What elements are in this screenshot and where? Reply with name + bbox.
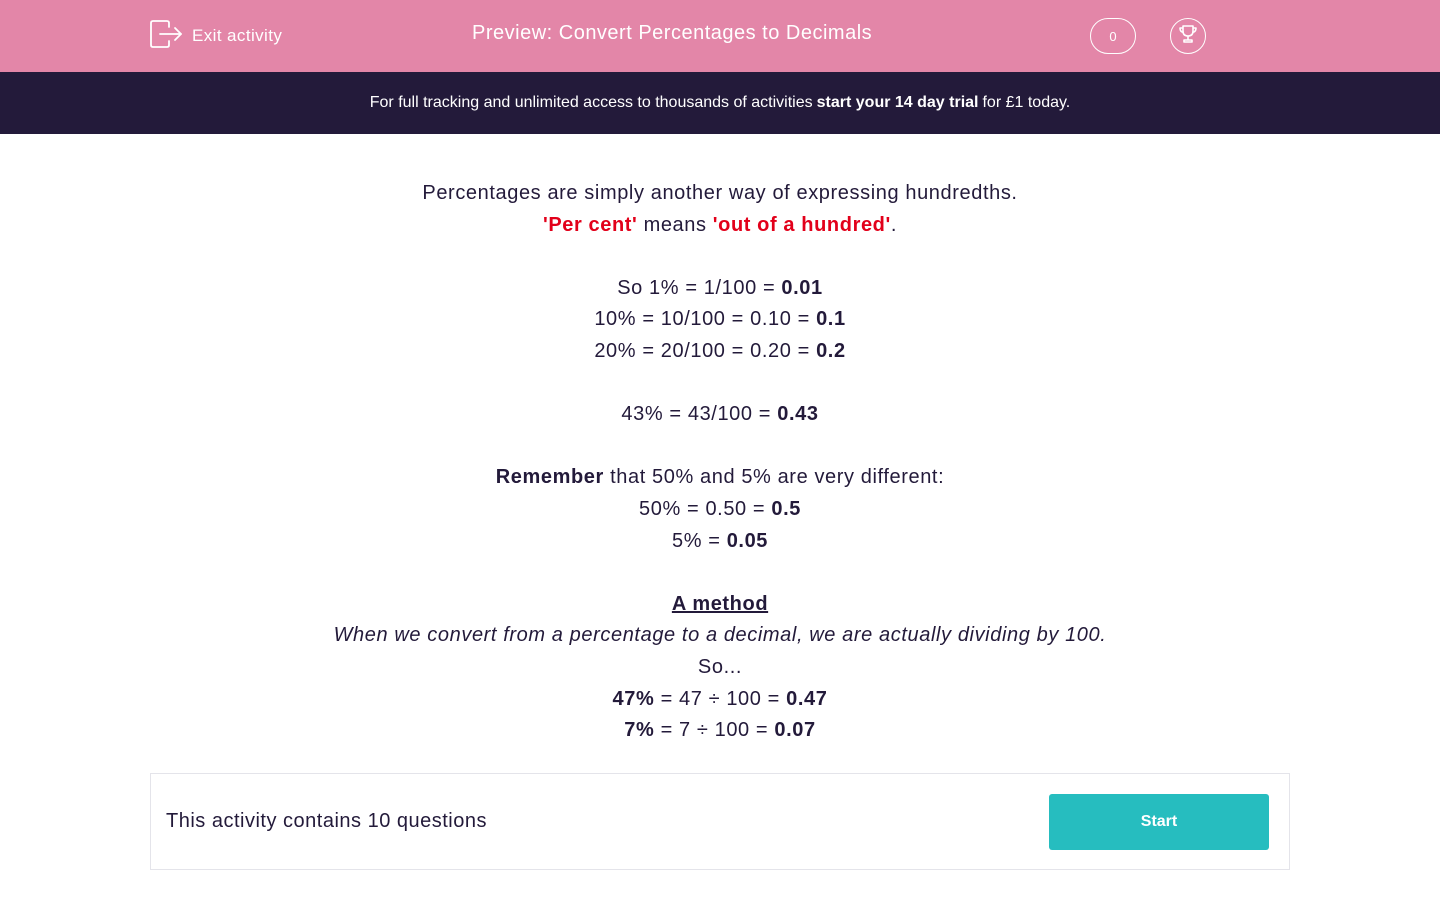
- method-example-text: = 47 ÷ 100 =: [660, 687, 780, 710]
- method-example-text: = 7 ÷ 100 =: [660, 719, 769, 742]
- per-cent-line: [0, 210, 1440, 242]
- example-answer: 0.1: [816, 308, 846, 331]
- method-example-line: [0, 715, 1440, 747]
- activity-start-card: [150, 773, 1290, 870]
- method-heading: A method: [671, 592, 769, 615]
- method-example-answer: 0.07: [774, 719, 816, 742]
- period: .: [890, 213, 898, 236]
- trophy-icon: [1176, 22, 1200, 51]
- exit-icon: [149, 19, 183, 54]
- method-example-answer: 0.47: [786, 687, 828, 710]
- trial-banner: [0, 72, 1440, 134]
- trial-link[interactable]: start your 14 day trial: [816, 94, 979, 111]
- method-example-line: [0, 684, 1440, 716]
- example-answer: 0.01: [781, 276, 823, 299]
- example-text: 5% =: [671, 529, 721, 552]
- page-title: Preview: Convert Percentages to Decimals: [472, 22, 873, 44]
- method-heading-line: [0, 589, 1440, 621]
- example-text: 10% = 10/100 = 0.10 =: [594, 308, 810, 331]
- example-line: [0, 273, 1440, 305]
- lesson-content: [0, 178, 1440, 747]
- method-text-line: [0, 620, 1440, 652]
- so-text: So...: [697, 655, 743, 678]
- exit-activity-label: Exit activity: [192, 26, 283, 45]
- example-text: 20% = 20/100 = 0.20 =: [594, 339, 810, 362]
- score-badge: 0: [1090, 18, 1136, 54]
- example-text: 50% = 0.50 =: [639, 497, 766, 520]
- question-count: This activity contains 10 questions: [166, 810, 487, 832]
- method-text: When we convert from a percentage to a decimal, we are actually dividing by 100.: [333, 624, 1107, 647]
- example-line: [0, 526, 1440, 558]
- intro-line: [0, 178, 1440, 210]
- example-line: [0, 494, 1440, 526]
- so-line: [0, 652, 1440, 684]
- per-cent-term: 'Per cent': [542, 213, 638, 236]
- method-example-percent: 7%: [624, 719, 655, 742]
- exit-activity-button[interactable]: [149, 20, 282, 52]
- trophy-button[interactable]: [1170, 18, 1206, 54]
- example-answer: 0.43: [777, 403, 819, 426]
- start-button[interactable]: Start: [1049, 794, 1269, 850]
- remember-label: Remember: [495, 466, 604, 489]
- remember-line: [0, 462, 1440, 494]
- example-answer: 0.5: [771, 497, 801, 520]
- means-text: means: [643, 213, 707, 236]
- example-line: [0, 304, 1440, 336]
- example-text: 43% = 43/100 =: [621, 403, 772, 426]
- remember-text: that 50% and 5% are very different:: [610, 466, 945, 489]
- banner-text: For full tracking and unlimited access to thousands of activities: [369, 94, 813, 111]
- example-line: [0, 399, 1440, 431]
- top-header: [0, 0, 1440, 72]
- intro-text: Percentages are simply another way of expressing hundredths.: [422, 182, 1018, 204]
- banner-price: for £1 today.: [982, 94, 1071, 111]
- example-text: So 1% = 1/100 =: [617, 276, 776, 299]
- example-line: [0, 336, 1440, 368]
- out-of-hundred-term: 'out of a hundred': [712, 213, 891, 236]
- method-example-percent: 47%: [612, 687, 655, 710]
- example-answer: 0.05: [726, 529, 769, 552]
- example-answer: 0.2: [816, 339, 846, 362]
